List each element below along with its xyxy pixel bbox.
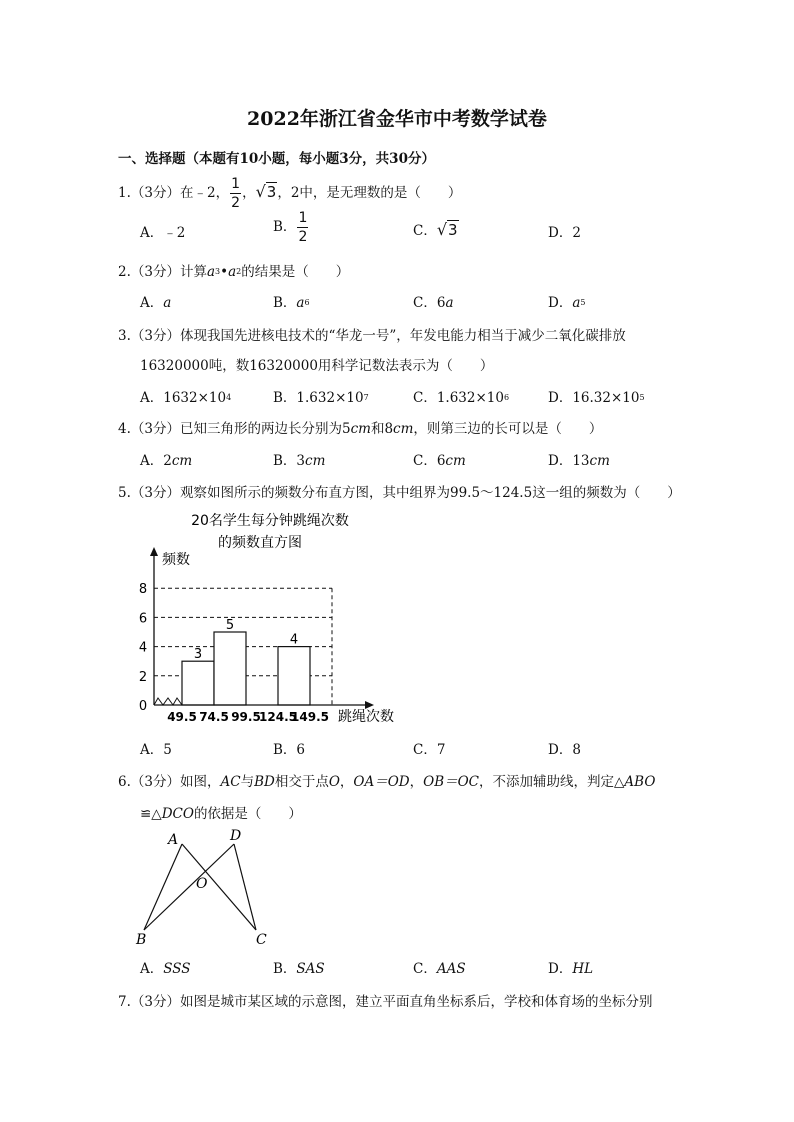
question-4: 4.（3分）已知三角形的两边长分别为5cm和8cm，则第三边的长可以是（ ） — [118, 421, 603, 437]
section-heading: 一、选择题（本题有10小题，每小题3分，共30分） — [118, 151, 435, 167]
segment-AB — [144, 844, 182, 930]
x-tick-label: 99.5 — [231, 710, 261, 724]
page-title: 2022年浙江省金华市中考数学试卷 — [247, 108, 547, 130]
histogram-chart — [130, 505, 420, 730]
x-tick-label: 149.5 — [291, 710, 329, 724]
q3-option-d[interactable]: D．$16.32\times 10^5$ — [548, 390, 645, 406]
q1-text-c: ，2中，是无理数的是（ ） — [277, 185, 462, 201]
x-tick-label: 49.5 — [167, 710, 197, 724]
question-3: 3.（3分）体现我国先进核电技术的“华龙一号”，年发电能力相当于减少二氧化碳排放 — [118, 328, 626, 344]
bar-data-label: 3 — [193, 647, 203, 663]
x-axis-arrow — [365, 701, 374, 709]
x-tick-label: 74.5 — [199, 710, 229, 724]
triangle-figure — [130, 826, 280, 951]
segment-DB — [144, 844, 234, 930]
bar-data-label: 5 — [225, 618, 235, 633]
q2-option-d[interactable]: D．$a^5$ — [548, 295, 586, 311]
q1-score: （3分） — [130, 185, 180, 201]
y-tick-label: 6 — [138, 611, 148, 627]
point-label-C: C — [256, 932, 267, 948]
y-tick-label: 2 — [138, 669, 148, 685]
q6-option-a[interactable]: A．SSS — [140, 961, 191, 977]
y-axis-label: 频数 — [162, 552, 190, 568]
q4-option-d[interactable]: D．13cm — [548, 453, 610, 469]
q3-option-c[interactable]: C．$1.632\times 10^6$ — [413, 390, 510, 406]
q5-option-a[interactable]: A．5 — [140, 742, 172, 758]
q5-option-b[interactable]: B．6 — [273, 742, 306, 758]
histogram-bar — [278, 647, 310, 705]
point-label-B: B — [136, 932, 147, 948]
q3-line-2: 16320000吨，数16320000用科学记数法表示为（ ） — [140, 358, 494, 374]
question-5: 5.（3分）观察如图所示的频数分布直方图，其中组界为99.5～124.5这一组的频数为（ ） — [118, 485, 681, 501]
histogram-bar — [214, 632, 246, 705]
q1-option-d[interactable]: D．2 — [548, 225, 581, 241]
x-axis-label: 跳绳次数 — [338, 709, 394, 725]
q6-line-2: ≌△DCO的依据是（ ） — [140, 806, 302, 822]
chart-title-line2: 的频数直方图 — [218, 535, 302, 551]
question-6: 6.（3分）如图，AC与BD相交于点O，OA＝OD，OB＝OC，不添加辅助线，判定△ABO — [118, 774, 656, 790]
bar-data-label: 4 — [289, 632, 299, 648]
q6-option-b[interactable]: B．SAS — [273, 961, 325, 977]
q1-text-a: 在﹣2， — [179, 185, 230, 201]
q3-option-a[interactable]: A．$1632\times 10^4$ — [140, 390, 232, 406]
y-axis-arrow — [150, 547, 158, 556]
q4-option-a[interactable]: A．2cm — [140, 453, 193, 469]
q2-option-a[interactable]: A．a — [140, 295, 172, 311]
q1-number: 1. — [118, 185, 131, 201]
y-tick-label: 4 — [138, 640, 148, 656]
y-tick-label: 8 — [138, 582, 148, 598]
q1-option-a[interactable]: A．﹣2 — [140, 225, 186, 241]
question-1 — [118, 176, 461, 211]
q4-option-c[interactable]: C．6cm — [413, 453, 466, 469]
point-label-D: D — [230, 828, 242, 844]
question-7: 7.（3分）如图是城市某区域的示意图，建立平面直角坐标系后，学校和体育场的坐标分别 — [118, 994, 653, 1010]
y-tick-label: 0 — [138, 699, 148, 714]
q1-sqrt: √3 — [255, 182, 277, 201]
q1-option-c[interactable]: C．√3 — [413, 220, 458, 239]
chart-bars — [182, 618, 310, 705]
histogram-bar — [182, 661, 214, 705]
point-label-A: A — [168, 832, 179, 848]
q2-option-c[interactable]: C．6a — [413, 295, 454, 311]
q1-text-b: ， — [242, 185, 256, 201]
q5-option-c[interactable]: C．7 — [413, 742, 446, 758]
axis-break-zigzag — [154, 698, 182, 705]
q1-option-b[interactable]: B． $\frac{1}{2}$ — [273, 210, 308, 245]
x-tick-label: 124.5 — [259, 710, 297, 724]
q1-fraction: $\frac{1}{2}$ — [231, 176, 241, 211]
point-label-O: O — [196, 876, 208, 892]
q6-option-c[interactable]: C．AAS — [413, 961, 466, 977]
q3-option-b[interactable]: B．$1.632\times 10^7$ — [273, 390, 369, 406]
q6-option-d[interactable]: D．HL — [548, 961, 594, 977]
question-2: 2.（3分）计算$a^3•a^2$的结果是（ ） — [118, 264, 350, 280]
chart-title-line1: 20名学生每分钟跳绳次数 — [191, 513, 349, 529]
q4-option-b[interactable]: B．3cm — [273, 453, 326, 469]
q5-option-d[interactable]: D．8 — [548, 742, 581, 758]
q2-option-b[interactable]: B．$a^6$ — [273, 295, 310, 311]
